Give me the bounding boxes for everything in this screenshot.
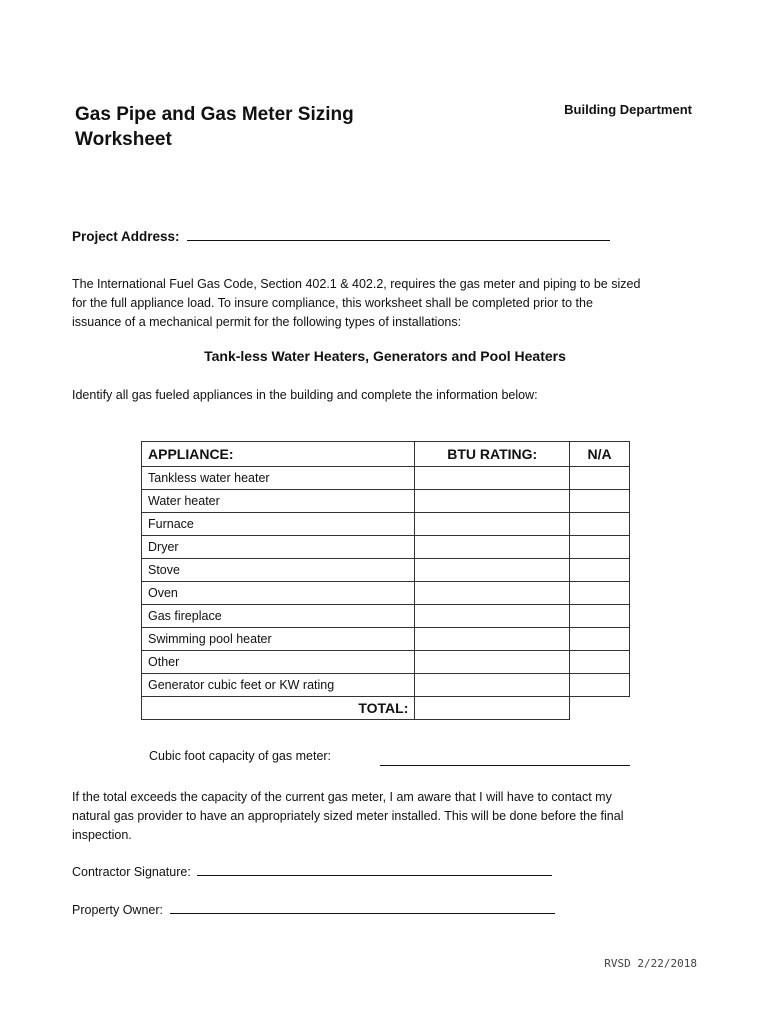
table-row — [142, 605, 630, 628]
na-cell[interactable] — [570, 605, 630, 628]
appliance-name: Tankless water heater — [142, 467, 415, 490]
notice-line-2: natural gas provider to have an appropriately sized meter installed. This will be done before the final — [72, 809, 624, 823]
instruction-text: Identify all gas fueled appliances in the building and complete the information below: — [72, 388, 538, 402]
contractor-signature-field[interactable] — [197, 863, 552, 876]
contractor-signature-row — [72, 863, 552, 879]
appliance-name: Stove — [142, 559, 415, 582]
table-row — [142, 559, 630, 582]
table-row — [142, 674, 630, 697]
contractor-signature-label: Contractor Signature: — [72, 865, 191, 879]
property-owner-row — [72, 901, 555, 917]
appliance-name: Dryer — [142, 536, 415, 559]
header-btu-rating: BTU RATING: — [415, 442, 570, 467]
appliance-name: Other — [142, 651, 415, 674]
installation-types-heading: Tank-less Water Heaters, Generators and Pool Heaters — [204, 348, 566, 364]
na-cell[interactable] — [570, 628, 630, 651]
table-header-row — [142, 442, 630, 467]
appliance-name: Oven — [142, 582, 415, 605]
na-cell[interactable] — [570, 651, 630, 674]
btu-rating-cell[interactable] — [415, 559, 570, 582]
total-label: TOTAL: — [142, 697, 415, 720]
notice-paragraph — [72, 788, 702, 845]
btu-rating-cell[interactable] — [415, 582, 570, 605]
btu-rating-cell[interactable] — [415, 536, 570, 559]
table-row — [142, 467, 630, 490]
title-line-1: Gas Pipe and Gas Meter Sizing — [75, 104, 354, 125]
notice-line-1: If the total exceeds the capacity of the current gas meter, I am aware that I will have to contact my — [72, 790, 612, 804]
appliance-name: Furnace — [142, 513, 415, 536]
btu-rating-cell[interactable] — [415, 490, 570, 513]
na-cell[interactable] — [570, 490, 630, 513]
total-row — [142, 697, 630, 720]
appliance-name: Swimming pool heater — [142, 628, 415, 651]
table-row — [142, 651, 630, 674]
department-name: Building Department — [564, 102, 692, 117]
document-title — [75, 102, 435, 152]
meter-capacity-field[interactable] — [380, 752, 630, 766]
appliance-name: Water heater — [142, 490, 415, 513]
project-address-field[interactable] — [187, 228, 610, 241]
project-address-row — [72, 228, 610, 244]
btu-rating-cell[interactable] — [415, 674, 570, 697]
notice-line-3: inspection. — [72, 828, 132, 842]
project-address-label: Project Address: — [72, 229, 180, 244]
na-cell[interactable] — [570, 559, 630, 582]
btu-rating-cell[interactable] — [415, 628, 570, 651]
btu-rating-cell[interactable] — [415, 467, 570, 490]
revision-date: RVSD 2/22/2018 — [604, 957, 697, 970]
table-row — [142, 536, 630, 559]
header-appliance: APPLIANCE: — [142, 442, 415, 467]
na-cell[interactable] — [570, 582, 630, 605]
meter-capacity-label: Cubic foot capacity of gas meter: — [149, 749, 332, 763]
table-row — [142, 628, 630, 651]
total-empty-cell — [570, 697, 630, 720]
appliance-name: Gas fireplace — [142, 605, 415, 628]
na-cell[interactable] — [570, 513, 630, 536]
appliance-name: Generator cubic feet or KW rating — [142, 674, 415, 697]
property-owner-field[interactable] — [170, 901, 555, 914]
table-row — [142, 490, 630, 513]
title-line-2: Worksheet — [75, 129, 172, 150]
btu-rating-cell[interactable] — [415, 651, 570, 674]
table-row — [142, 582, 630, 605]
intro-line-3: issuance of a mechanical permit for the following types of installations: — [72, 315, 462, 329]
header-na: N/A — [570, 442, 630, 467]
na-cell[interactable] — [570, 467, 630, 490]
appliance-table — [141, 441, 630, 720]
na-cell[interactable] — [570, 536, 630, 559]
intro-line-1: The International Fuel Gas Code, Section 402.1 & 402.2, requires the gas meter and piping to be sized — [72, 277, 641, 291]
btu-rating-cell[interactable] — [415, 513, 570, 536]
property-owner-label: Property Owner: — [72, 903, 164, 917]
btu-rating-cell[interactable] — [415, 605, 570, 628]
na-cell[interactable] — [570, 674, 630, 697]
total-btu-cell[interactable] — [415, 697, 570, 720]
intro-paragraph — [72, 275, 712, 332]
intro-line-2: for the full appliance load. To insure compliance, this worksheet shall be completed prior to the — [72, 296, 593, 310]
table-row — [142, 513, 630, 536]
